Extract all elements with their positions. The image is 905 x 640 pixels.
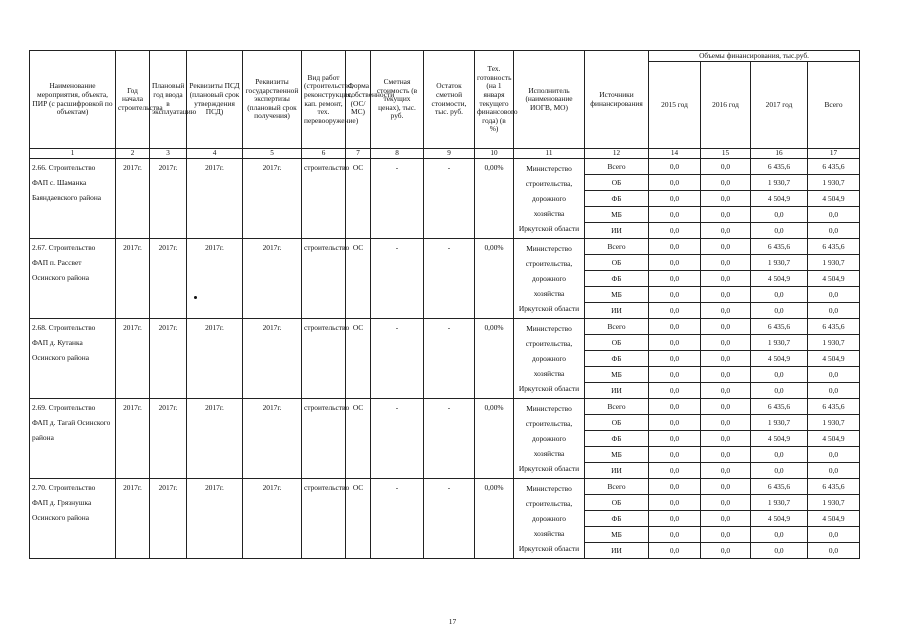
value-total: 6 435,6 (808, 399, 860, 415)
value-total: 0,0 (808, 447, 860, 463)
header-executor: Исполнитель (наименование ИОГВ, МО) (514, 51, 585, 149)
table-row (30, 479, 860, 495)
header-funding-group: Объемы финансирования, тыс.руб. (649, 51, 860, 62)
funding-source: Всего (585, 479, 649, 495)
project-block (30, 319, 860, 399)
scan-speck (194, 296, 197, 299)
value-2015: 0,0 (649, 207, 701, 223)
column-number: 8 (371, 149, 424, 159)
value-total: 4 504,9 (808, 271, 860, 287)
estimate-cost: - (371, 479, 424, 559)
planned-year: 2017г. (150, 159, 187, 239)
expertise-year: 2017г. (243, 319, 302, 399)
value-2015: 0,0 (649, 319, 701, 335)
value-total: 6 435,6 (808, 239, 860, 255)
funding-source: ФБ (585, 511, 649, 527)
funding-source: ИИ (585, 223, 649, 239)
funding-source: МБ (585, 367, 649, 383)
header-remaining-cost: Остаток сметной стоимости, тыс. руб. (424, 51, 475, 149)
value-total: 4 504,9 (808, 351, 860, 367)
value-2016: 0,0 (701, 463, 751, 479)
remaining-cost: - (424, 399, 475, 479)
planned-year: 2017г. (150, 239, 187, 319)
value-2016: 0,0 (701, 511, 751, 527)
work-type: строительство (302, 319, 346, 399)
remaining-cost: - (424, 159, 475, 239)
project-name: 2.66. Строительство ФАП с. Шаманка Баяндаевского района (30, 159, 116, 239)
value-2016: 0,0 (701, 447, 751, 463)
column-number: 10 (475, 149, 514, 159)
funding-source: ИИ (585, 303, 649, 319)
value-2017: 1 930,7 (751, 255, 808, 271)
value-total: 0,0 (808, 207, 860, 223)
value-2016: 0,0 (701, 543, 751, 559)
value-2016: 0,0 (701, 207, 751, 223)
value-total: 1 930,7 (808, 415, 860, 431)
value-2017: 0,0 (751, 447, 808, 463)
value-2016: 0,0 (701, 383, 751, 399)
funding-source: ОБ (585, 415, 649, 431)
header-psd-details: Реквизиты ПСД (плановый срок утверждения ПСД) (187, 51, 243, 149)
funding-source: ФБ (585, 351, 649, 367)
value-total: 4 504,9 (808, 191, 860, 207)
executor: Министерство строительства, дорожного хозяйства Иркутской области (514, 319, 585, 399)
project-block (30, 239, 860, 319)
ownership-form: ОС (346, 319, 371, 399)
value-2016: 0,0 (701, 431, 751, 447)
executor: Министерство строительства, дорожного хозяйства Иркутской области (514, 239, 585, 319)
value-2017: 0,0 (751, 287, 808, 303)
planned-year: 2017г. (150, 479, 187, 559)
value-2015: 0,0 (649, 239, 701, 255)
funding-source: ФБ (585, 191, 649, 207)
funding-source: ФБ (585, 431, 649, 447)
value-2017: 0,0 (751, 527, 808, 543)
work-type: строительство (302, 399, 346, 479)
value-2017: 6 435,6 (751, 399, 808, 415)
value-2016: 0,0 (701, 367, 751, 383)
funding-source: Всего (585, 239, 649, 255)
readiness-percent: 0,00% (475, 159, 514, 239)
value-2015: 0,0 (649, 383, 701, 399)
executor: Министерство строительства, дорожного хозяйства Иркутской области (514, 159, 585, 239)
column-number: 5 (243, 149, 302, 159)
funding-source: ОБ (585, 175, 649, 191)
ownership-form: ОС (346, 239, 371, 319)
value-2017: 0,0 (751, 383, 808, 399)
expertise-year: 2017г. (243, 239, 302, 319)
value-2017: 1 930,7 (751, 335, 808, 351)
table-row (30, 159, 860, 175)
funding-source: ОБ (585, 335, 649, 351)
psd-year: 2017г. (187, 239, 243, 319)
value-total: 0,0 (808, 543, 860, 559)
psd-year: 2017г. (187, 319, 243, 399)
column-number: 14 (649, 149, 701, 159)
funding-source: МБ (585, 207, 649, 223)
project-block (30, 479, 860, 559)
start-year: 2017г. (116, 479, 150, 559)
value-total: 0,0 (808, 223, 860, 239)
remaining-cost: - (424, 239, 475, 319)
funding-source: Всего (585, 399, 649, 415)
value-total: 0,0 (808, 287, 860, 303)
project-block (30, 399, 860, 479)
expertise-year: 2017г. (243, 399, 302, 479)
header-year-2017: 2017 год (751, 62, 808, 149)
value-2017: 1 930,7 (751, 495, 808, 511)
value-2016: 0,0 (701, 399, 751, 415)
value-2015: 0,0 (649, 191, 701, 207)
project-name: 2.67. Строительство ФАП п. Рассвет Осинского района (30, 239, 116, 319)
header-estimate-cost: Сметная стоимость (в текущих ценах), тыс. руб. (371, 51, 424, 149)
expertise-year: 2017г. (243, 159, 302, 239)
psd-year: 2017г. (187, 479, 243, 559)
funding-source: МБ (585, 287, 649, 303)
remaining-cost: - (424, 319, 475, 399)
value-total: 1 930,7 (808, 175, 860, 191)
value-2016: 0,0 (701, 239, 751, 255)
estimate-cost: - (371, 319, 424, 399)
value-2016: 0,0 (701, 223, 751, 239)
value-2017: 0,0 (751, 223, 808, 239)
start-year: 2017г. (116, 159, 150, 239)
value-2015: 0,0 (649, 271, 701, 287)
column-number: 17 (808, 149, 860, 159)
column-number: 4 (187, 149, 243, 159)
value-2016: 0,0 (701, 415, 751, 431)
header-readiness: Тех. готовность (на 1 января текущего финансового года) (в %) (475, 51, 514, 149)
value-2015: 0,0 (649, 447, 701, 463)
funding-source: Всего (585, 319, 649, 335)
value-2017: 0,0 (751, 303, 808, 319)
funding-source: ИИ (585, 383, 649, 399)
value-2017: 6 435,6 (751, 239, 808, 255)
column-number: 12 (585, 149, 649, 159)
value-2017: 4 504,9 (751, 271, 808, 287)
ownership-form: ОС (346, 399, 371, 479)
value-2017: 4 504,9 (751, 431, 808, 447)
value-2015: 0,0 (649, 463, 701, 479)
value-2017: 6 435,6 (751, 319, 808, 335)
column-number: 6 (302, 149, 346, 159)
value-2015: 0,0 (649, 287, 701, 303)
value-2017: 4 504,9 (751, 511, 808, 527)
start-year: 2017г. (116, 239, 150, 319)
funding-source: ОБ (585, 495, 649, 511)
header-year-2015: 2015 год (649, 62, 701, 149)
header-expertise-details: Реквизиты государственной экспертизы (плановый срок получения) (243, 51, 302, 149)
psd-year: 2017г. (187, 159, 243, 239)
value-total: 0,0 (808, 463, 860, 479)
value-2017: 0,0 (751, 543, 808, 559)
psd-year: 2017г. (187, 399, 243, 479)
value-2017: 0,0 (751, 367, 808, 383)
expertise-year: 2017г. (243, 479, 302, 559)
value-2017: 1 930,7 (751, 175, 808, 191)
value-2015: 0,0 (649, 479, 701, 495)
value-2017: 4 504,9 (751, 351, 808, 367)
project-name: 2.68. Строительство ФАП д. Кутанка Осинского района (30, 319, 116, 399)
value-2015: 0,0 (649, 335, 701, 351)
estimate-cost: - (371, 239, 424, 319)
funding-source: ФБ (585, 271, 649, 287)
value-2016: 0,0 (701, 287, 751, 303)
value-2016: 0,0 (701, 191, 751, 207)
value-2016: 0,0 (701, 271, 751, 287)
value-total: 0,0 (808, 383, 860, 399)
value-2017: 0,0 (751, 207, 808, 223)
column-number: 9 (424, 149, 475, 159)
value-2016: 0,0 (701, 335, 751, 351)
column-number: 11 (514, 149, 585, 159)
value-total: 0,0 (808, 527, 860, 543)
funding-table (29, 50, 860, 559)
value-2017: 6 435,6 (751, 479, 808, 495)
value-total: 4 504,9 (808, 511, 860, 527)
readiness-percent: 0,00% (475, 479, 514, 559)
funding-source: ИИ (585, 463, 649, 479)
column-number-row (30, 149, 860, 159)
readiness-percent: 0,00% (475, 319, 514, 399)
value-2016: 0,0 (701, 479, 751, 495)
value-2015: 0,0 (649, 255, 701, 271)
page-number: 17 (448, 617, 457, 626)
project-block (30, 159, 860, 239)
work-type: строительство (302, 479, 346, 559)
estimate-cost: - (371, 399, 424, 479)
table-row (30, 319, 860, 335)
value-2016: 0,0 (701, 175, 751, 191)
value-2017: 0,0 (751, 463, 808, 479)
column-number: 15 (701, 149, 751, 159)
value-2016: 0,0 (701, 319, 751, 335)
header-total: Всего (808, 62, 860, 149)
value-2015: 0,0 (649, 223, 701, 239)
executor: Министерство строительства, дорожного хозяйства Иркутской области (514, 479, 585, 559)
project-name: 2.70. Строительство ФАП д. Грязнушка Осинского района (30, 479, 116, 559)
funding-source: МБ (585, 447, 649, 463)
executor: Министерство строительства, дорожного хозяйства Иркутской области (514, 399, 585, 479)
value-2015: 0,0 (649, 175, 701, 191)
value-total: 6 435,6 (808, 159, 860, 175)
estimate-cost: - (371, 159, 424, 239)
table-row (30, 239, 860, 255)
value-2015: 0,0 (649, 415, 701, 431)
table-row (30, 399, 860, 415)
value-total: 1 930,7 (808, 335, 860, 351)
header-planned-year: Плановый год ввода в эксплуатацию (150, 51, 187, 149)
value-2015: 0,0 (649, 495, 701, 511)
funding-source: ИИ (585, 543, 649, 559)
value-total: 0,0 (808, 303, 860, 319)
start-year: 2017г. (116, 399, 150, 479)
value-2015: 0,0 (649, 399, 701, 415)
header-work-type: Вид работ (строительство, реконструкция, кап. ремонт, тех. перевооружение) (302, 51, 346, 149)
value-2017: 6 435,6 (751, 159, 808, 175)
value-2017: 1 930,7 (751, 415, 808, 431)
value-2017: 4 504,9 (751, 191, 808, 207)
value-2015: 0,0 (649, 511, 701, 527)
value-2016: 0,0 (701, 255, 751, 271)
value-2016: 0,0 (701, 159, 751, 175)
value-2015: 0,0 (649, 159, 701, 175)
funding-source: Всего (585, 159, 649, 175)
value-2015: 0,0 (649, 543, 701, 559)
value-2015: 0,0 (649, 431, 701, 447)
column-number: 2 (116, 149, 150, 159)
value-total: 4 504,9 (808, 431, 860, 447)
value-total: 1 930,7 (808, 255, 860, 271)
ownership-form: ОС (346, 479, 371, 559)
header-name: Наименование мероприятия, объекта, ПИР (с расшифровкой по объектам) (30, 51, 116, 149)
column-number: 1 (30, 149, 116, 159)
column-number: 16 (751, 149, 808, 159)
value-2016: 0,0 (701, 495, 751, 511)
work-type: строительство (302, 239, 346, 319)
funding-source: ОБ (585, 255, 649, 271)
value-2015: 0,0 (649, 303, 701, 319)
funding-source: МБ (585, 527, 649, 543)
column-number: 7 (346, 149, 371, 159)
project-name: 2.69. Строительство ФАП д. Тагай Осинского района (30, 399, 116, 479)
value-total: 0,0 (808, 367, 860, 383)
value-2016: 0,0 (701, 303, 751, 319)
readiness-percent: 0,00% (475, 399, 514, 479)
readiness-percent: 0,00% (475, 239, 514, 319)
work-type: строительство (302, 159, 346, 239)
value-2016: 0,0 (701, 527, 751, 543)
value-2015: 0,0 (649, 527, 701, 543)
value-total: 6 435,6 (808, 319, 860, 335)
header-start-year: Год начала строительства (116, 51, 150, 149)
header-ownership: Форма собственности (ОС/МС) (346, 51, 371, 149)
header-sources: Источники финансирования (585, 51, 649, 149)
value-total: 6 435,6 (808, 479, 860, 495)
value-total: 1 930,7 (808, 495, 860, 511)
header-year-2016: 2016 год (701, 62, 751, 149)
planned-year: 2017г. (150, 319, 187, 399)
value-2015: 0,0 (649, 351, 701, 367)
start-year: 2017г. (116, 319, 150, 399)
ownership-form: ОС (346, 159, 371, 239)
value-2015: 0,0 (649, 367, 701, 383)
remaining-cost: - (424, 479, 475, 559)
planned-year: 2017г. (150, 399, 187, 479)
value-2016: 0,0 (701, 351, 751, 367)
column-number: 3 (150, 149, 187, 159)
